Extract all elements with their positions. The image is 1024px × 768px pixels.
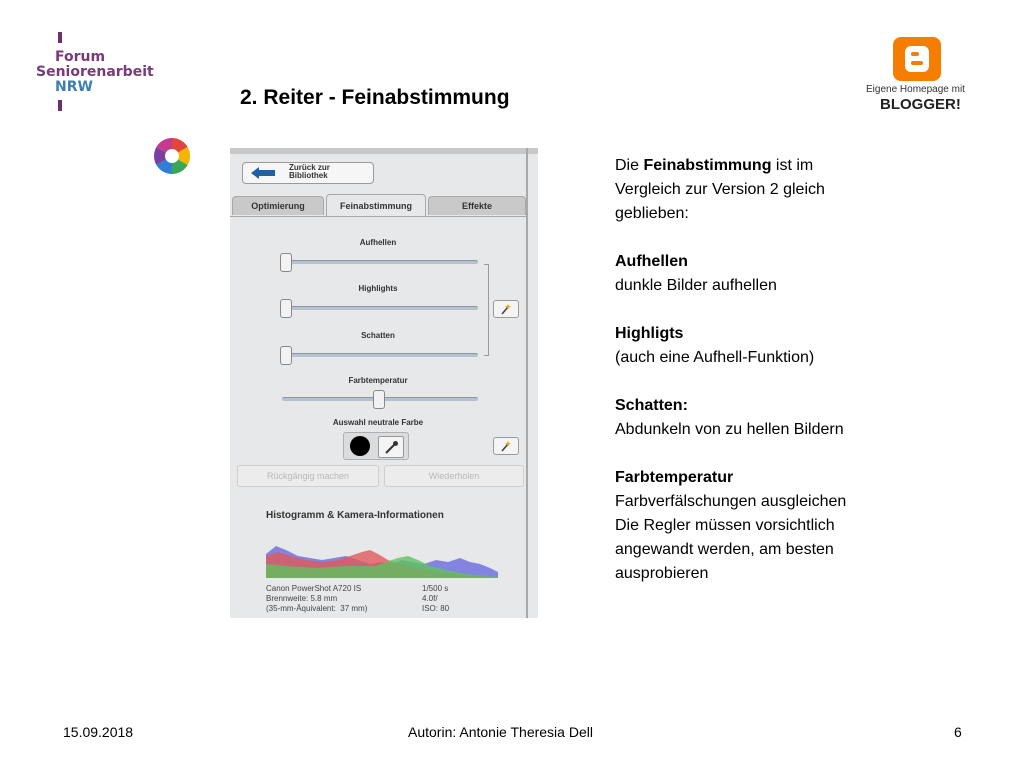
blogger-icon <box>893 37 941 81</box>
histogram-title: Histogramm & Kamera-Informationen <box>266 510 444 521</box>
tab-underline <box>230 216 526 217</box>
item-heading-highligts: Highligts <box>615 325 684 342</box>
logo-line-1: Forum <box>55 49 106 65</box>
screenshot-top-strip <box>230 148 538 154</box>
logo-bar-top <box>58 32 62 43</box>
editor-tabs <box>230 194 526 216</box>
intro-post: ist im Vergleich zur Version 2 gleich geblieben: <box>615 157 825 222</box>
slider-track-schatten <box>282 353 478 357</box>
slider-knob-schatten[interactable] <box>280 346 292 365</box>
logo-line-3: NRW <box>55 79 93 95</box>
intro-bold: Feinabstimmung <box>643 157 772 174</box>
footer-author: Autorin: Antonie Theresia Dell <box>408 724 593 740</box>
intro-paragraph <box>615 154 875 226</box>
eyedropper-button[interactable] <box>378 436 404 458</box>
tab-optimierung[interactable]: Optimierung <box>232 196 324 215</box>
undo-button[interactable]: Rückgängig machen <box>237 465 379 487</box>
item-heading-schatten: Schatten: <box>615 397 688 414</box>
slider-label-highlights: Highlights <box>358 284 398 293</box>
camera-aperture: 4.0f/ <box>422 594 438 603</box>
camera-model: Canon PowerShot A720 IS <box>266 584 362 593</box>
screenshot-right-edge <box>526 148 528 618</box>
auto-light-button[interactable] <box>493 300 519 318</box>
description-text <box>615 154 875 586</box>
blogger-logo <box>862 36 974 120</box>
item-heading-aufhellen: Aufhellen <box>615 253 688 270</box>
picasa-icon <box>153 137 191 175</box>
footer-date: 15.09.2018 <box>63 724 134 740</box>
item-heading-farbtemperatur: Farbtemperatur <box>615 469 734 486</box>
camera-shutter: 1/500 s <box>422 584 449 593</box>
slider-label-farbtemperatur: Farbtemperatur <box>348 376 408 385</box>
item-text-aufhellen: dunkle Bilder aufhellen <box>615 277 777 294</box>
blogger-tagline: Eigene Homepage mit <box>866 84 965 95</box>
forum-seniorenarbeit-logo <box>36 32 166 116</box>
item-text-schatten: Abdunkeln von zu hellen Bildern <box>615 421 844 438</box>
auto-color-button[interactable] <box>493 437 519 455</box>
item-text-highligts: (auch eine Aufhell-Funktion) <box>615 349 815 366</box>
neutral-color-picker[interactable] <box>343 432 409 460</box>
logo-line-2: Seniorenarbeit <box>36 64 154 80</box>
slider-track-highlights <box>282 306 478 310</box>
intro-pre: Die <box>615 157 644 174</box>
neutral-color-swatch <box>350 436 370 456</box>
slider-label-aufhellen: Aufhellen <box>359 238 397 247</box>
redo-button[interactable]: Wiederholen <box>384 465 524 487</box>
slide-title: 2. Reiter - Feinabstimmung <box>240 86 510 109</box>
camera-iso: ISO: 80 <box>422 604 450 613</box>
magic-wand-icon <box>501 303 511 315</box>
eyedropper-icon <box>379 437 403 457</box>
slider-label-schatten: Schatten <box>361 331 395 340</box>
back-to-library-button[interactable] <box>242 162 374 184</box>
back-arrow-icon <box>251 167 275 179</box>
back-button-label: Zurück zur Bibliothek <box>289 163 330 180</box>
slider-group-bracket <box>484 264 489 356</box>
closing-text: Die Regler müssen vorsichtlich angewandt werden, am besten ausprobieren <box>615 517 835 582</box>
item-text-farbtemperatur: Farbverfälschungen ausgleichen <box>615 493 847 510</box>
slider-knob-highlights[interactable] <box>280 299 292 318</box>
slider-knob-aufhellen[interactable] <box>280 253 292 272</box>
logo-bar-bottom <box>58 100 62 111</box>
tab-effekte[interactable]: Effekte <box>428 196 526 215</box>
histogram-graph <box>266 520 498 578</box>
camera-focal-length: Brennweite: 5.8 mm <box>266 594 338 603</box>
camera-equivalent: (35-mm-Äquivalent: 37 mm) <box>266 604 368 613</box>
tab-feinabstimmung[interactable]: Feinabstimmung <box>326 194 426 217</box>
magic-wand-icon <box>501 440 511 452</box>
blogger-brand: BLOGGER! <box>880 96 961 113</box>
slider-knob-farbtemperatur[interactable] <box>373 390 385 409</box>
picasa-editor-screenshot <box>230 148 538 618</box>
slider-track-aufhellen <box>282 260 478 264</box>
neutral-color-label: Auswahl neutrale Farbe <box>332 418 424 427</box>
footer-page-number: 6 <box>954 724 962 740</box>
